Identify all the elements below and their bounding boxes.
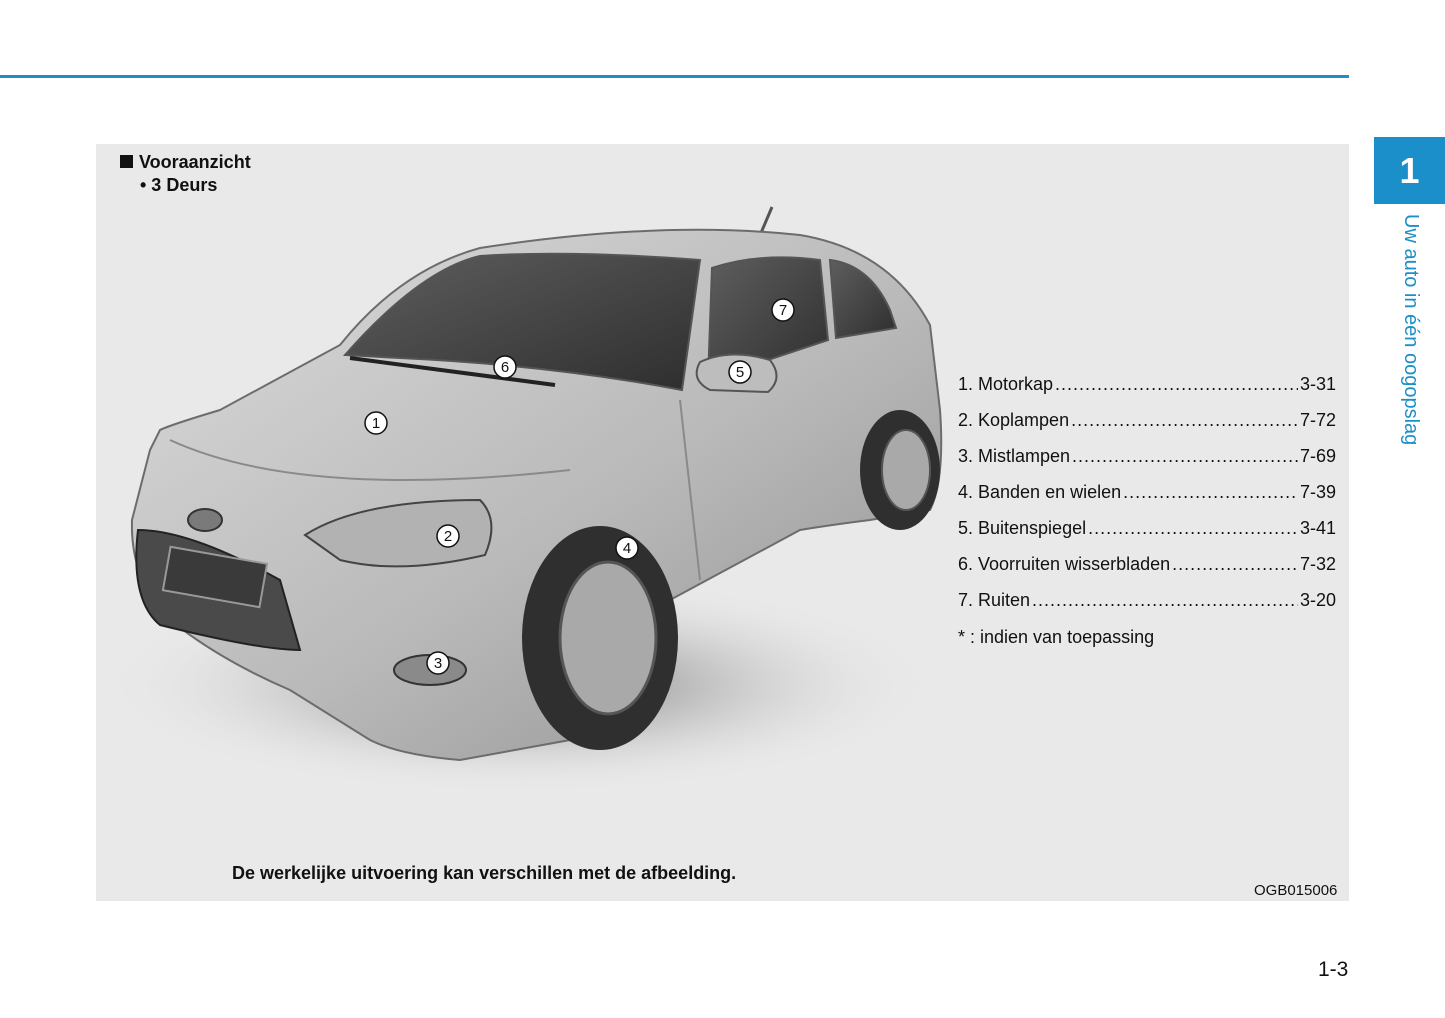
legend-item-page: 7-69 <box>1299 446 1336 466</box>
svg-text:1: 1 <box>371 415 381 432</box>
legend-item <box>958 410 1336 446</box>
footnote: * : indien van toepassing <box>958 627 1155 647</box>
svg-text:7: 7 <box>778 302 788 319</box>
legend-item-name: 7. Ruiten <box>958 590 1031 610</box>
legend-item-name: 3. Mistlampen <box>958 446 1071 466</box>
section-heading-text: Vooraanzicht <box>139 152 251 172</box>
leader-dots <box>1071 410 1298 431</box>
brand-emblem <box>188 509 222 531</box>
callout-6 <box>494 356 516 378</box>
page-number: 1-3 <box>1318 958 1349 981</box>
legend-item-page: 7-39 <box>1299 482 1336 502</box>
chapter-title: Uw auto in één oogopslag <box>1400 214 1422 446</box>
legend-item-page: 3-20 <box>1299 590 1336 610</box>
square-bullet-icon <box>120 155 133 168</box>
chapter-number-tab: 1 <box>1374 137 1445 204</box>
svg-text:6: 6 <box>500 359 510 376</box>
callout-7 <box>772 299 794 321</box>
legend-item <box>958 590 1336 626</box>
legend-item-page: 7-32 <box>1299 554 1336 574</box>
callout-1 <box>365 412 387 434</box>
leader-dots <box>1172 554 1298 575</box>
legend-item-page: 3-31 <box>1299 374 1336 394</box>
leader-dots <box>1032 590 1298 611</box>
callout-2 <box>437 525 459 547</box>
leader-dots <box>1123 482 1298 503</box>
callout-5 <box>729 361 751 383</box>
figure-code: OGB015006 <box>1254 882 1338 899</box>
legend-item-name: 1. Motorkap <box>958 374 1054 394</box>
svg-text:4: 4 <box>622 540 632 557</box>
leader-dots <box>1072 446 1298 467</box>
legend-item <box>958 482 1336 518</box>
disclaimer: De werkelijke uitvoering kan verschillen met de afbeelding. <box>232 863 737 883</box>
rear-wheel-rim <box>882 430 930 510</box>
component-legend <box>958 374 1336 626</box>
section-subheading: • 3 Deurs <box>140 175 218 195</box>
legend-item <box>958 446 1336 482</box>
header-rule <box>0 75 1349 78</box>
legend-item-page: 7-72 <box>1299 410 1336 430</box>
legend-item <box>958 374 1336 410</box>
front-wheel-rim <box>560 562 656 714</box>
car-illustration <box>100 180 955 830</box>
legend-item-page: 3-41 <box>1299 518 1336 538</box>
callout-4 <box>616 537 638 559</box>
svg-text:5: 5 <box>735 364 745 381</box>
callout-3 <box>427 652 449 674</box>
legend-item <box>958 554 1336 590</box>
svg-text:3: 3 <box>433 655 443 672</box>
svg-text:2: 2 <box>443 528 453 545</box>
section-heading <box>120 152 251 173</box>
leader-dots <box>1055 374 1298 395</box>
legend-item-name: 2. Koplampen <box>958 410 1070 430</box>
legend-item-name: 6. Voorruiten wisserbladen <box>958 554 1171 574</box>
leader-dots <box>1088 518 1298 539</box>
legend-item <box>958 518 1336 554</box>
legend-item-name: 4. Banden en wielen <box>958 482 1122 502</box>
legend-item-name: 5. Buitenspiegel <box>958 518 1087 538</box>
